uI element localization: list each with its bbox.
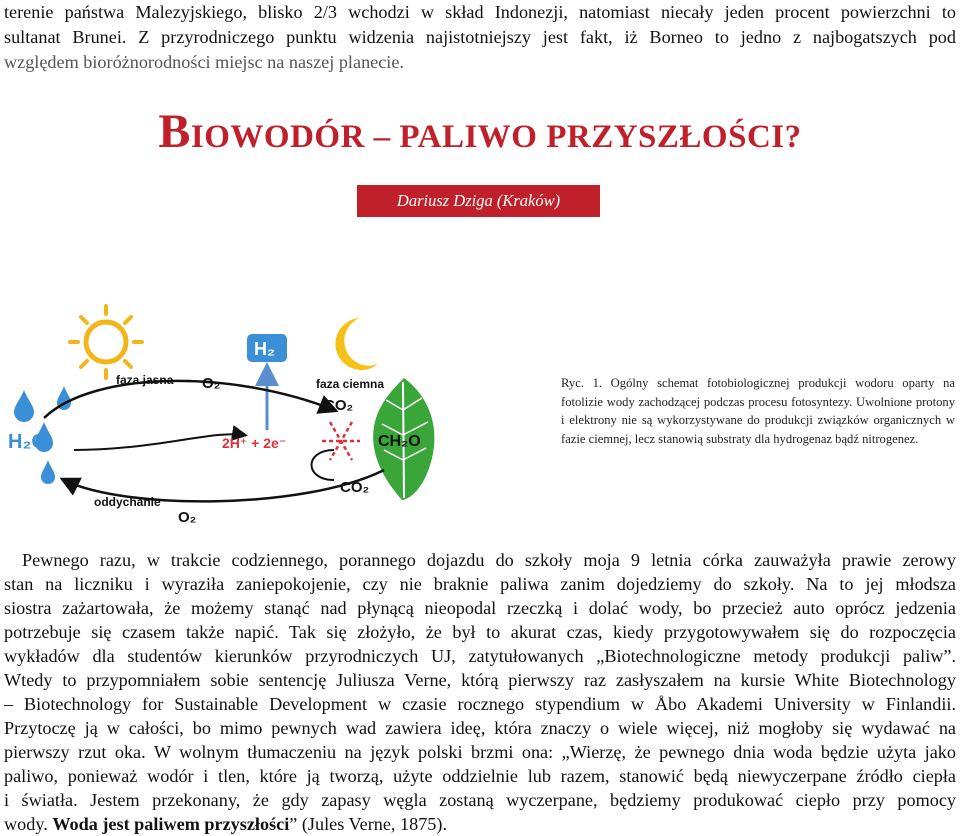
body-last-end: ” (Jules Verne, 1875). [289,814,448,834]
co2-top-label: CO₂ [324,397,354,414]
h2o-to-protons-arrow [74,434,244,450]
body-line: siostra zażartowała, że możemy stanąć nad płynącą nieopodal rzeczką i dolać wody, bo przecież auto oprócz jedzenia [4,598,956,618]
body-line: stan na liczniku i wyraziła zaniepokojenie, czy nie braknie paliwa zanim dojedziemy do szkoły. Na to jej młodsza [4,574,956,594]
body-line: paliwo, ponieważ wodór i tlen, które ją tworzą, użyte oddzielnie lub razem, stanowić będą niewyczerpane źródło ciepła [4,766,956,786]
body-line: – Biotechnology for Sustainable Development w czasie rocznego stypendium w Åbo Akademi University w Finlandii. [4,694,956,714]
moon-icon [335,318,378,370]
article-title-rest: IOWODÓR – PALIWO PRZYSZŁOŚCI? [190,119,802,155]
body-line: Pewnego razu, w trakcie codziennego, porannego dojazdu do szkoły moja 9 letnia córka zauważyła prawie zerowy [22,550,956,570]
dark-phase-label: faza ciemna [316,377,385,391]
intro-paragraph [4,0,956,75]
o2-top-label: O₂ [202,375,221,392]
light-phase-label: faza jasna [116,373,174,387]
verne-quote-bold: Woda jest paliwem przyszłości [52,814,290,834]
article-title [0,104,960,159]
article-title-initial: B [158,105,191,158]
o2-bottom-label: O₂ [178,509,197,526]
body-line: pierwszy rzut oka. W wolnym tłumaczeniu na język polski brzmi ona: „Wierzę, że pewnego dnia woda będzie użyta jako [4,742,956,762]
respiration-label: oddychanie [94,495,161,509]
blocked-pathway-icon [322,422,360,460]
body-line: i światła. Jestem przekonany, że gdy zapasy węgla zostaną wyczerpane, będziemy produkować ciepło przy pomocy [4,790,956,810]
h2-label: H₂ [254,339,275,359]
photosynthesis-diagram [4,300,466,532]
body-last-line [4,812,956,836]
intro-line: względem bioróżnorodności miejsc na naszej planecie. [4,52,404,72]
body-line: potrzebuje się czasem także napić. Tak się złożyło, że był to akurat czas, kiedy przygotowywałem się do rozpoczęcia [4,622,956,642]
body-line: wykładów dla studentów kierunków przyrodniczych UJ, zatytułowanych „Biotechnologiczne metody produkcji paliw”. [4,646,956,666]
ch2o-label: CH₂O [378,433,421,450]
intro-line: terenie państwa Malezyjskiego, blisko 2/3 wchodzi w skład Indonezji, natomiast niecały jeden procent powierzchni to [4,2,956,22]
light-phase-arrow [44,381,334,418]
body-last-start: wody. [4,814,53,834]
protons-label: 2H⁺ + 2e⁻ [222,435,287,451]
author-badge: Dariusz Dziga (Kraków) [357,185,600,217]
figure-caption: Ryc. 1. Ogólny schemat fotobiologicznej produkcji wodoru oparty na fotolizie wody zachodzącej podczas procesu fotosyntezy. Uwolnione protony i elektrony nie są wykorzystywane do produkcji związków organicznych w fazie ciemnej, lecz stanowią substraty dla hydrogenaz bądź nitrogenez. [561,376,955,446]
body-line: Wtedy to przypomniałem sobie sentencję Juliusza Verne, którą pierwszy raz zasłyszałem na kursie White Biotechnology [4,670,956,690]
h2o-label: H₂O [8,431,47,453]
co2-bottom-label: CO₂ [340,479,370,496]
body-paragraph [4,548,956,836]
intro-line: sultanat Brunei. Z przyrodniczego punktu widzenia najistotniejszy jest fakt, iż Borneo to jedno z najbogatszych pod [4,27,956,47]
dark-phase-arrow [312,450,335,480]
body-line: Przytoczę ją w całości, bo mimo pewnych wad zawiera ideę, która znaczy o wiele więcej, niż mogłoby się wydawać na [4,718,956,738]
sun-icon [70,306,142,378]
